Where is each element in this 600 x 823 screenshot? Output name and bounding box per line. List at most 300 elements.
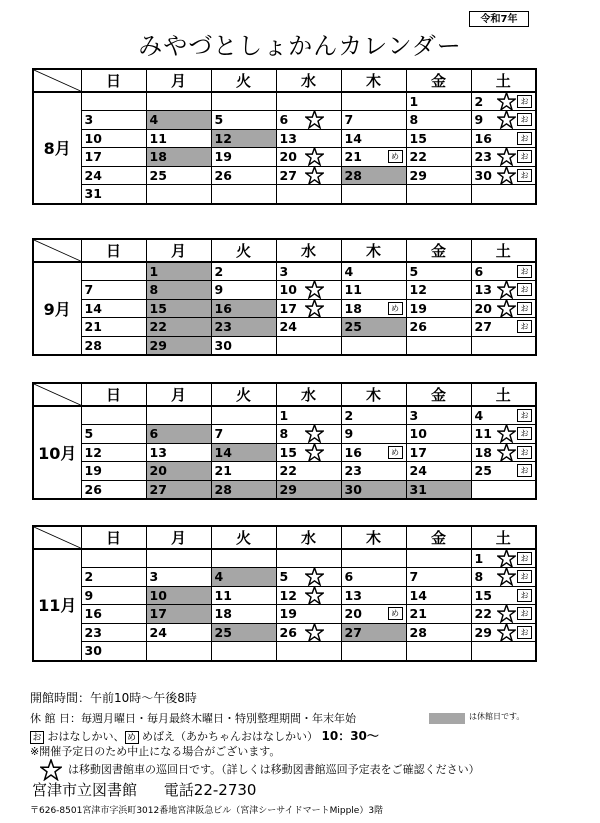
day-cell [471, 462, 536, 481]
day-number: 23 [214, 319, 232, 335]
weekday-header: 月 [146, 239, 211, 262]
day-number: 21 [344, 149, 362, 165]
day-cell [471, 425, 536, 444]
day-number: 22 [149, 319, 167, 335]
day-cell [406, 299, 471, 318]
day-cell [406, 406, 471, 425]
day-cell [471, 568, 536, 587]
day-number: 5 [214, 112, 224, 128]
mebae-badge: め [388, 607, 403, 620]
day-number: 3 [149, 569, 159, 585]
day-number: 24 [84, 167, 102, 183]
mobile-library-star-icon [497, 299, 516, 318]
day-number: 17 [409, 444, 427, 460]
calendar-month-table [32, 238, 537, 356]
day-number: 7 [84, 282, 94, 298]
day-cell [341, 443, 406, 462]
library-address: 〒626-8501宮津市字浜町3012番地宮津阪急ビル（宮津シーサイドマートMipple）3階 [30, 806, 384, 816]
weekday-header: 日 [81, 526, 146, 549]
day-number: 31 [84, 186, 102, 202]
mobile-library-star-icon [497, 166, 516, 185]
day-number: 30 [84, 643, 102, 659]
day-number: 11 [474, 426, 492, 442]
day-cell [211, 480, 276, 499]
day-cell [81, 111, 146, 130]
day-number: 6 [344, 569, 354, 585]
day-cell [406, 166, 471, 185]
mobile-library-star-icon [497, 110, 516, 129]
corner-cell [33, 526, 81, 549]
day-cell [406, 443, 471, 462]
day-number: 4 [214, 569, 224, 585]
mebae-badge: め [388, 302, 403, 315]
closed-legend-text: は休館日です。 [469, 712, 525, 721]
weekday-header: 水 [276, 526, 341, 549]
day-cell [81, 281, 146, 300]
day-number: 11 [214, 587, 232, 603]
day-number: 6 [149, 426, 159, 442]
mobile-library-star-icon [497, 424, 516, 443]
weekday-header: 金 [406, 383, 471, 406]
day-number: 16 [84, 606, 102, 622]
day-number: 29 [474, 624, 492, 640]
day-cell [406, 129, 471, 148]
day-number: 21 [409, 606, 427, 622]
star-icon [40, 759, 62, 781]
day-cell [406, 148, 471, 167]
day-cell [471, 92, 536, 111]
weekday-header: 木 [341, 69, 406, 92]
day-cell [406, 425, 471, 444]
day-cell [471, 623, 536, 642]
ohanashi-badge: お [517, 446, 532, 459]
day-number: 12 [84, 444, 102, 460]
day-number: 4 [344, 264, 354, 279]
day-cell [211, 281, 276, 300]
day-cell [276, 281, 341, 300]
day-cell [341, 299, 406, 318]
day-cell [211, 129, 276, 148]
weekday-header: 月 [146, 69, 211, 92]
weekday-header: 水 [276, 383, 341, 406]
day-number: 12 [409, 282, 427, 298]
day-number: 26 [84, 481, 102, 497]
day-cell [276, 568, 341, 587]
day-number: 19 [84, 463, 102, 479]
weekday-header: 月 [146, 383, 211, 406]
empty-day-cell [276, 185, 341, 204]
mobile-library-star-icon [497, 443, 516, 462]
weekday-header: 月 [146, 526, 211, 549]
day-number: 8 [279, 426, 289, 442]
day-cell [146, 281, 211, 300]
empty-day-cell [341, 336, 406, 355]
day-cell [341, 406, 406, 425]
day-number: 26 [409, 319, 427, 335]
empty-day-cell [471, 185, 536, 204]
day-cell [341, 568, 406, 587]
weekday-header: 火 [211, 526, 276, 549]
day-number: 2 [474, 94, 484, 109]
mobile-library-star-icon [305, 110, 324, 129]
day-number: 8 [474, 569, 484, 585]
day-number: 16 [344, 444, 362, 460]
day-cell [276, 262, 341, 281]
day-number: 25 [214, 624, 232, 640]
day-cell [276, 318, 341, 337]
mebae-badge: め [125, 731, 139, 744]
day-cell [81, 462, 146, 481]
day-cell [146, 443, 211, 462]
day-number: 23 [344, 463, 362, 479]
ohanashi-badge: お [517, 427, 532, 440]
day-cell [276, 462, 341, 481]
day-number: 26 [214, 167, 232, 183]
day-cell [341, 281, 406, 300]
day-cell [276, 605, 341, 624]
day-number: 18 [149, 149, 167, 165]
day-number: 28 [344, 167, 362, 183]
ohanashi-badge: お [517, 607, 532, 620]
day-number: 24 [279, 319, 297, 335]
day-cell [81, 605, 146, 624]
ohanashi-badge: お [517, 409, 532, 422]
empty-day-cell [406, 549, 471, 568]
closed-legend-swatch [429, 713, 465, 724]
day-cell [146, 148, 211, 167]
day-cell [81, 318, 146, 337]
day-number: 19 [409, 300, 427, 316]
day-number: 15 [279, 444, 297, 460]
day-number: 28 [214, 481, 232, 497]
day-cell [81, 586, 146, 605]
day-number: 10 [409, 426, 427, 442]
day-cell [471, 406, 536, 425]
empty-day-cell [81, 406, 146, 425]
empty-day-cell [146, 549, 211, 568]
day-number: 2 [344, 408, 354, 423]
weekday-header: 木 [341, 383, 406, 406]
empty-day-cell [341, 185, 406, 204]
day-number: 13 [279, 130, 297, 146]
day-cell [406, 318, 471, 337]
empty-day-cell [406, 336, 471, 355]
ohanashi-badge: お [517, 589, 532, 602]
ohanashi-badge: お [517, 570, 532, 583]
weekday-header: 水 [276, 239, 341, 262]
empty-day-cell [276, 92, 341, 111]
day-number: 14 [344, 130, 362, 146]
day-number: 8 [409, 112, 419, 128]
mobile-library-star-icon [305, 147, 324, 166]
day-number: 3 [279, 264, 289, 279]
weekday-header: 水 [276, 69, 341, 92]
day-number: 20 [474, 300, 492, 316]
day-cell [406, 262, 471, 281]
page-title: みやづとしょかんカレンダー [138, 32, 462, 60]
empty-day-cell [211, 406, 276, 425]
day-cell [211, 318, 276, 337]
day-cell [81, 185, 146, 204]
mebae-badge: め [388, 150, 403, 163]
day-cell [81, 129, 146, 148]
weekday-header: 日 [81, 69, 146, 92]
calendar-month-table [32, 68, 537, 205]
library-phone: 電話22-2730 [163, 781, 257, 799]
weekday-header: 金 [406, 239, 471, 262]
library-name: 宮津市立図書館 [32, 781, 138, 799]
mobile-library-star-icon [305, 443, 324, 462]
mobile-library-note: は移動図書館車の巡回日です。（詳しくは移動図書館巡回予定表をご確認ください） [40, 759, 480, 781]
day-cell [406, 623, 471, 642]
day-cell [406, 586, 471, 605]
day-number: 16 [474, 130, 492, 146]
day-cell [146, 336, 211, 355]
day-cell [471, 111, 536, 130]
day-number: 14 [409, 587, 427, 603]
mobile-library-star-icon [497, 147, 516, 166]
day-cell [81, 642, 146, 661]
day-cell [81, 299, 146, 318]
weekday-header: 木 [341, 526, 406, 549]
weekday-header: 金 [406, 526, 471, 549]
day-number: 10 [84, 130, 102, 146]
day-number: 6 [474, 264, 484, 279]
day-cell [471, 586, 536, 605]
day-number: 14 [214, 444, 232, 460]
weekday-header: 土 [471, 239, 536, 262]
day-cell [406, 568, 471, 587]
day-number: 9 [474, 112, 484, 128]
day-number: 21 [214, 463, 232, 479]
weekday-header: 土 [471, 383, 536, 406]
day-number: 17 [84, 149, 102, 165]
day-number: 9 [84, 587, 94, 603]
story-time-line [30, 727, 379, 744]
day-cell [341, 623, 406, 642]
day-number: 24 [149, 624, 167, 640]
day-cell [276, 425, 341, 444]
day-cell [81, 336, 146, 355]
day-cell [276, 148, 341, 167]
day-cell [81, 425, 146, 444]
day-number: 10 [279, 282, 297, 298]
ohanashi-text: おはなしかい、 [47, 730, 125, 743]
day-cell [146, 299, 211, 318]
day-number: 30 [214, 337, 232, 353]
ohanashi-badge: お [517, 552, 532, 565]
empty-day-cell [406, 185, 471, 204]
empty-day-cell [341, 549, 406, 568]
empty-day-cell [146, 642, 211, 661]
day-number: 11 [149, 130, 167, 146]
day-number: 28 [84, 337, 102, 353]
mobile-library-star-icon [497, 604, 516, 623]
story-time: 10：30～ [321, 729, 379, 743]
day-number: 15 [409, 130, 427, 146]
day-cell [276, 406, 341, 425]
day-number: 13 [149, 444, 167, 460]
day-cell [406, 605, 471, 624]
ohanashi-badge: お [517, 302, 532, 315]
day-cell [211, 336, 276, 355]
day-cell [81, 166, 146, 185]
day-cell [146, 605, 211, 624]
day-cell [471, 262, 536, 281]
ohanashi-badge: お [517, 464, 532, 477]
mobile-library-star-icon [305, 299, 324, 318]
day-cell [81, 568, 146, 587]
day-number: 29 [149, 337, 167, 353]
day-number: 19 [279, 606, 297, 622]
mebae-text: めばえ（あかちゃんおはなしかい） [142, 730, 318, 743]
day-cell [406, 281, 471, 300]
empty-day-cell [276, 549, 341, 568]
day-cell [211, 462, 276, 481]
day-cell [341, 586, 406, 605]
day-number: 1 [279, 408, 289, 423]
day-cell [276, 111, 341, 130]
day-cell [341, 111, 406, 130]
mobile-library-star-icon [305, 567, 324, 586]
empty-day-cell [81, 92, 146, 111]
ohanashi-badge: お [517, 150, 532, 163]
day-number: 10 [149, 587, 167, 603]
day-number: 18 [344, 300, 362, 316]
day-number: 15 [474, 587, 492, 603]
day-cell [211, 111, 276, 130]
day-number: 16 [214, 300, 232, 316]
empty-day-cell [276, 336, 341, 355]
day-number: 12 [279, 587, 297, 603]
empty-day-cell [211, 549, 276, 568]
day-number: 1 [149, 264, 159, 279]
mobile-library-star-icon [305, 623, 324, 642]
empty-day-cell [341, 642, 406, 661]
mobile-library-star-icon [497, 623, 516, 642]
day-cell [211, 586, 276, 605]
day-cell [211, 299, 276, 318]
day-number: 20 [149, 463, 167, 479]
day-number: 5 [84, 426, 94, 442]
mobile-library-star-icon [497, 567, 516, 586]
day-cell [341, 262, 406, 281]
day-cell [471, 281, 536, 300]
ohanashi-badge: お [517, 283, 532, 296]
empty-day-cell [211, 642, 276, 661]
calendar-month-table [32, 525, 537, 662]
day-number: 22 [474, 606, 492, 622]
day-cell [341, 129, 406, 148]
day-number: 30 [344, 481, 362, 497]
empty-day-cell [211, 92, 276, 111]
day-number: 17 [149, 606, 167, 622]
day-number: 11 [344, 282, 362, 298]
day-cell [276, 623, 341, 642]
day-cell [146, 480, 211, 499]
weekday-header: 日 [81, 383, 146, 406]
day-cell [276, 480, 341, 499]
day-cell [341, 425, 406, 444]
day-number: 13 [474, 282, 492, 298]
weekday-header: 火 [211, 69, 276, 92]
day-number: 2 [84, 569, 94, 585]
day-number: 24 [409, 463, 427, 479]
day-number: 9 [214, 282, 224, 298]
day-cell [211, 262, 276, 281]
day-cell [146, 129, 211, 148]
day-cell [471, 129, 536, 148]
day-number: 15 [149, 300, 167, 316]
day-cell [146, 623, 211, 642]
weekday-header: 火 [211, 239, 276, 262]
mobile-library-star-icon [497, 280, 516, 299]
day-number: 6 [279, 112, 289, 128]
day-cell [211, 166, 276, 185]
day-number: 25 [344, 319, 362, 335]
day-number: 26 [279, 624, 297, 640]
day-cell [81, 623, 146, 642]
day-number: 22 [409, 149, 427, 165]
weekday-header: 土 [471, 526, 536, 549]
month-label: 10月 [33, 406, 81, 499]
day-number: 30 [474, 167, 492, 183]
weekday-header: 土 [471, 69, 536, 92]
day-cell [276, 443, 341, 462]
corner-cell [33, 69, 81, 92]
day-number: 27 [279, 167, 297, 183]
day-number: 7 [214, 426, 224, 442]
month-label: 9月 [33, 262, 81, 355]
corner-cell [33, 383, 81, 406]
day-cell [471, 443, 536, 462]
day-number: 18 [474, 444, 492, 460]
day-number: 17 [279, 300, 297, 316]
mobile-library-star-icon [305, 166, 324, 185]
day-cell [406, 111, 471, 130]
ohanashi-badge: お [517, 95, 532, 108]
day-cell [471, 166, 536, 185]
day-number: 3 [84, 112, 94, 128]
empty-day-cell [471, 480, 536, 499]
day-number: 8 [149, 282, 159, 298]
closed-days: 休 館 日：毎週月曜日・毎月最終木曜日・特別整理期間・年末年始 [30, 712, 356, 725]
empty-day-cell [471, 642, 536, 661]
day-number: 20 [344, 606, 362, 622]
day-cell [211, 623, 276, 642]
day-cell [341, 166, 406, 185]
day-number: 9 [344, 426, 354, 442]
month-label: 11月 [33, 549, 81, 661]
ohanashi-badge: お [517, 265, 532, 278]
mobile-library-star-icon [305, 586, 324, 605]
calendar-month-table [32, 382, 537, 500]
day-cell [406, 92, 471, 111]
day-cell [471, 148, 536, 167]
day-cell [146, 568, 211, 587]
day-number: 18 [214, 606, 232, 622]
day-cell [471, 299, 536, 318]
weekday-header: 金 [406, 69, 471, 92]
mobile-library-star-icon [305, 280, 324, 299]
ohanashi-badge: お [517, 626, 532, 639]
day-number: 13 [344, 587, 362, 603]
day-cell [211, 605, 276, 624]
day-number: 1 [474, 551, 484, 566]
empty-day-cell [81, 262, 146, 281]
day-number: 4 [474, 408, 484, 423]
empty-day-cell [276, 642, 341, 661]
